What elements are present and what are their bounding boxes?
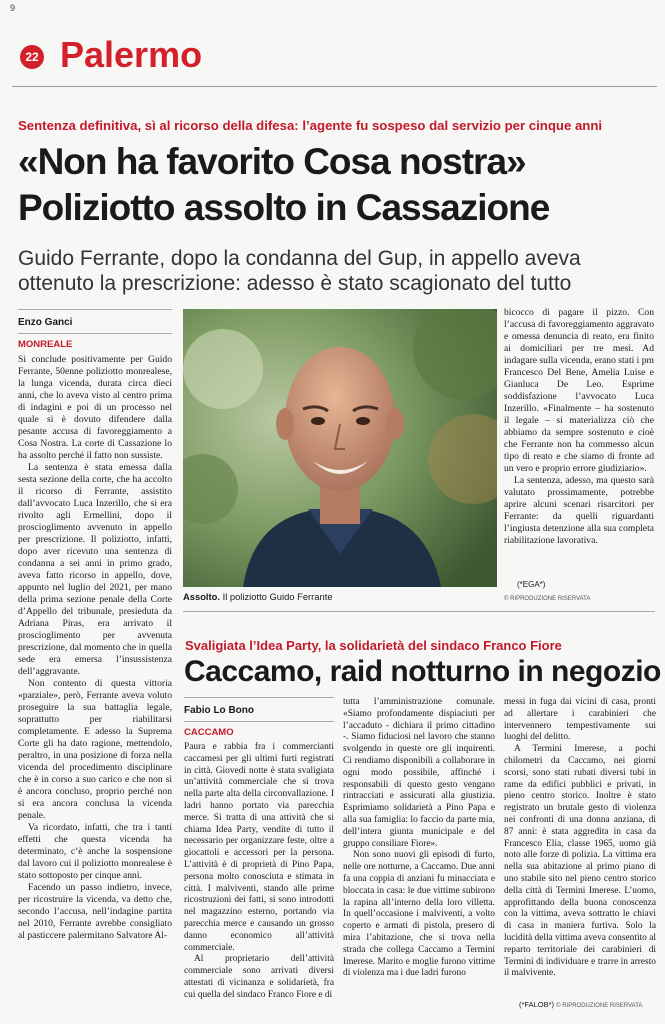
header-divider xyxy=(12,86,657,87)
article1-signature: (*EGA*) xyxy=(517,580,546,589)
paragraph: La sentenza, adesso, ma questo sarà valutato prossimamente, potrebbe aprire alcuni scenari risarcitori per Ferrante: da quelli riguardanti l’ingiusta detenzione alla sua completa riabilitazione lavorativa. xyxy=(504,475,654,546)
byline-rule xyxy=(18,309,172,310)
portrait-photo xyxy=(183,309,497,587)
paragraph: Facendo un passo indietro, invece, per ricostruire la vicenda, va detto che, secondo l’accusa, nell’indagine partita nel 2010, Ferrante avrebbe consigliato al pasticcere palermitano Salvatore Al- xyxy=(18,882,172,941)
date-stub: 9 xyxy=(10,3,16,13)
paragraph: Paura e rabbia fra i commercianti caccamesi per gli ultimi furti registrati in città. Giovedì notte è stata svaligiata un’attività commerciale che si trova nella parte alta della circonvallazione. I ladri hanno portato via parecchia merce. Si tratta di una attività che si chiama Idea Party, vendite di tutto il necessario per organizzare feste, oltre a giocattoli e accessori per la persona. L’attività è di proprietà di Pino Papa, persona molto conosciuta e stimata in città. I malviventi, stando alle prime ricostruzioni dei fatti, si sono introdotti nel magazzino esterno, portando via parecchia merce e causando un grosso danno economico all’attività commerciale. xyxy=(184,742,334,953)
article2-column2 xyxy=(343,697,495,1012)
section-title: Palermo xyxy=(60,34,203,75)
article1-column3 xyxy=(504,307,654,585)
article2-headline: Caccamo, raid notturno in negozio xyxy=(184,655,661,688)
article1-headline-line1: «Non ha favorito Cosa nostra» xyxy=(18,141,526,182)
article2-kicker: Svaligiata l’Idea Party, la solidarietà del sindaco Franco Fiore xyxy=(185,638,562,653)
article1-subhead-line1: Guido Ferrante, dopo la condanna del Gup, in appello aveva xyxy=(18,247,581,270)
article1-copyright: © RIPRODUZIONE RISERVATA xyxy=(504,596,591,602)
paragraph: Si conclude positivamente per Guido Ferrante, 50enne poliziotto monrealese, la lunga vicenda, durata circa dieci anni, che lo aveva visto al centro prima di indagini e poi di un processo nel quale si è dovuto difendere dalla pesante accusa di favoreggiamento a Cosa Nostra. La corte di Cassazione lo ha assolto perché il fatto non sussiste. xyxy=(18,354,172,461)
byline-rule-bottom xyxy=(184,721,334,722)
paragraph: tutta l’amministrazione comunale. «Siamo profondamente dispiaciuti per l’accaduto - dichiara il primo cittadino -. Siamo fiduciosi nel lavoro che stanno svolgendo in queste ore gli inquirenti. Ci rendiamo disponibili a collaborare in ogni modo possibile, affinché i responsabili di questo gesto vengano rintracciati e assicurati alla giustizia. Esprimiamo solidarietà a Pino Papa e alla sua famiglia: lo faccio da parte mia, dell’intera giunta municipale e del gruppo consiliare Fiore». xyxy=(343,697,495,849)
article-separator xyxy=(183,611,655,612)
article2-signature: (*FALOB*) xyxy=(519,1000,555,1009)
paragraph: Non sono nuovi gli episodi di furto, nelle ore notturne, a Caccamo. Due anni fa una coppia di anziani fu minacciata e bloccata in casa: le due vittime subirono la rapina all’interno della loro villetta. In quell’occasione i malviventi, a volto coperto e armati di pistola, presero di mira l’abitazione, che si trova nella strada che collega Caccamo a Termini Imerese. Marito e moglie furono vittime di violenza ma i due ladri furono xyxy=(343,850,495,979)
article1-column1 xyxy=(18,354,172,1019)
portrait-illustration xyxy=(183,309,497,587)
byline-rule-bottom xyxy=(18,333,172,334)
caption-bold: Assolto. xyxy=(183,591,220,602)
article1-headline-line2: Poliziotto assolto in Cassazione xyxy=(18,187,550,228)
article1-subhead-line2: ottenuto la prescrizione: adesso è stato scagionato del tutto xyxy=(18,272,572,295)
article2-copyright: © RIPRODUZIONE RISERVATA xyxy=(556,1003,643,1009)
paragraph: Al proprietario dell’attività commerciale sono arrivati diversi attestati di vicinanza e solidarietà, fra cui quella del sindaco Franco Fiore e di xyxy=(184,954,334,1000)
paragraph: Non contento di questa vittoria «parziale», però, Ferrante aveva voluto proseguire la sua battaglia legale, soprattutto per riabilitarsi completamente. E adesso la Suprema Corte gli ha dato ragione, mettendolo, peraltro, in una posizione di forza nella vicenda del procedimento disciplinare che è in corso a suo carico e che non si è ancora concluso, proprio perché non si era ancora conclusa la vicenda penale. xyxy=(18,678,172,821)
article2-column1 xyxy=(184,742,334,1012)
paragraph: A Termini Imerese, a pochi chilometri da Caccamo, nei giorni scorsi, sono stati rubati diversi tubi in rame da edifici pubblici e privati, in pieno centro storico. Inoltre è stato registrato un brutale gesto di violenza nei confronti di una donna anziana, di 87 anni: è stata aggredita in casa da Francesco Elia, classe 1965, uomo già noto alle forze di polizia. La vittima era nella sua abitazione al primo piano di uno stabile sito nel pieno centro storico della città di Termini Imerese. L’uomo, approfittando della buona conoscenza con la vittima, aveva sottratto le chiavi di casa in maniera furtiva. Solo la lucidità della vittima aveva consentito al reparto territoriale dei carabinieri di Termini di individuare e trarre in arresto il malvivente. xyxy=(504,744,656,979)
page-number-badge: 22 xyxy=(20,45,44,69)
article2-author: Fabio Lo Bono xyxy=(184,705,254,716)
paragraph: messi in fuga dai vicini di casa, pronti ad allertare i carabinieri che intervennero tempestivamente sui luoghi del delitto. xyxy=(504,697,656,743)
paragraph: La sentenza è stata emessa dalla sesta sezione della corte, che ha accolto il ricorso di Ferrante, assistito dall’avvocato Luca Inzerillo, che si era rivolto agli Ermellini, dopo il proscioglimento avvenuto in appello per prescrizione. Il poliziotto, infatti, dopo aver ricevuto una sentenza di condanna a sei anni in primo grado, aveva fatto ricorso in appello, dove, appunto nel luglio del 2021, per mano della prima sezione penale della Corte d’Appello del tribunale, presieduta da Adriana Piras, era arrivato il proscioglimento per avvenuta prescrizione, dal momento che in quella sede era emersa l’insussistenza dell’aggravante. xyxy=(18,462,172,677)
article2-signature-line xyxy=(519,1000,642,1009)
paragraph: Va ricordato, infatti, che tra i tanti effetti che questa vicenda ha determinato, c’è anche la sospensione dal lavoro cui il poliziotto monrealese è stato sottoposto per cinque anni. xyxy=(18,822,172,881)
article1-place: MONREALE xyxy=(18,339,73,350)
article2-place: CACCAMO xyxy=(184,727,234,738)
article1-author: Enzo Ganci xyxy=(18,317,73,328)
caption-text: Il poliziotto Guido Ferrante xyxy=(219,591,333,602)
photo-caption xyxy=(183,591,333,602)
paragraph: bicocco di pagare il pizzo. Con l’accusa di favoreggiamento aggravato e omessa denuncia di reato, era finito ai domiciliari per tre mesi. Ad indagare sulla vicenda, erano stati i pm Francesco Del Bene, Amelia Luise e Gianluca De Leo. Esprime soddisfazione l’avvocato Luca Inzerillo. «Finalmente – ha sostenuto il legale – si materializza ciò che abbiamo da sempre sostenuto e cioè che Ferrante non ha commesso alcun tipo di reato e che siamo di fronte ad un vero e proprio errore giudiziario». xyxy=(504,307,654,474)
byline-rule xyxy=(184,697,334,698)
article2-column3 xyxy=(504,697,656,997)
article1-kicker: Sentenza definitiva, sì al ricorso della difesa: l’agente fu sospeso dal servizio per cinque anni xyxy=(18,118,603,133)
